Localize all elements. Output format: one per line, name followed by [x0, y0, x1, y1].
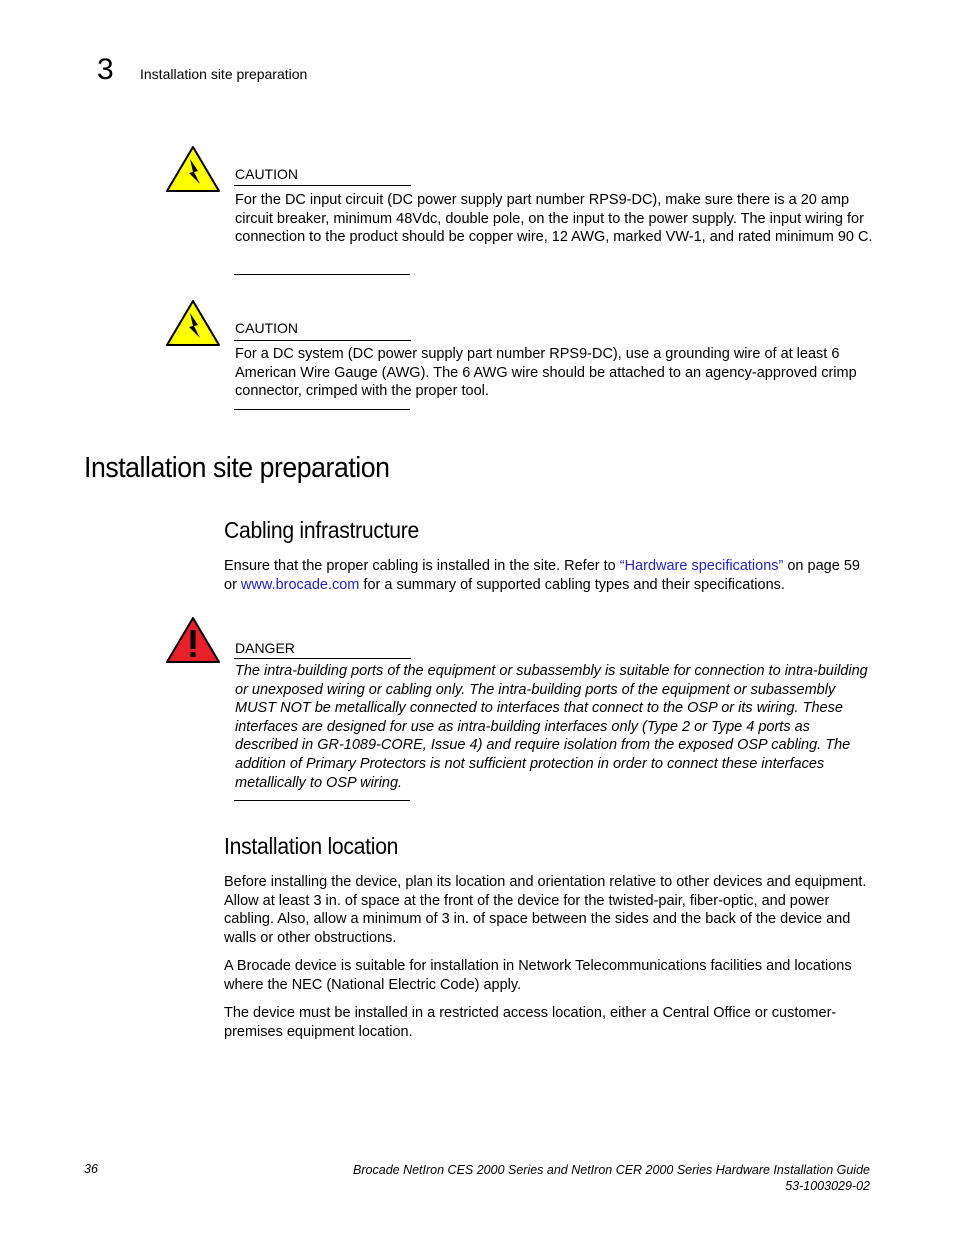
notice-rule-bottom — [234, 274, 410, 275]
notice-text: For the DC input circuit (DC power supply part number RPS9-DC), make sure there is a 20 amp circuit breaker, minimum 48Vdc, double pole, on the input to the power supply. The input wiring for connection to the product should be copper wire, 12 AWG, marked VW-1, and rated minimum 90 C. — [235, 192, 873, 246]
hardware-specifications-link[interactable]: “Hardware specifications” — [619, 558, 784, 574]
footer-document-info — [353, 1162, 870, 1194]
notice-rule-bottom — [234, 800, 410, 801]
location-paragraph-3: The device must be installed in a restricted access location, either a Central Office or customer-premises equipment location. — [224, 1005, 837, 1040]
notice-label: DANGER — [235, 640, 295, 656]
section-title: Installation site preparation — [84, 452, 390, 484]
notice-label: CAUTION — [235, 320, 298, 336]
notice-rule-top — [234, 340, 411, 341]
subsection-title-location: Installation location — [224, 833, 399, 859]
notice-text: For a DC system (DC power supply part number RPS9-DC), use a grounding wire of at least 6 American Wire Gauge (AWG). The 6 AWG wire should be attached to an agency-approved crimp connector, crimped with the proper tool. — [235, 346, 857, 400]
chapter-number: 3 — [97, 53, 114, 86]
location-paragraph-1: Before installing the device, plan its location and orientation relative to other devices and equipment. Allow at least 3 in. of space at the front of the device for the twisted-pair, fiber-optic, and power cabling. Also, allow a minimum of 3 in. of space between the sides and the back of the device and walls or other obstructions. — [224, 874, 867, 946]
notice-rule-top — [234, 658, 411, 659]
subsection-title-cabling: Cabling infrastructure — [224, 517, 420, 543]
notice-label: CAUTION — [235, 166, 298, 182]
notice-rule-bottom — [234, 409, 410, 410]
chapter-title: Installation site preparation — [140, 66, 308, 82]
electrical-hazard-icon — [165, 299, 221, 347]
notice-text: The intra-building ports of the equipment or subassembly is suitable for connection to intra-building or unexposed wiring or cabling only. The intra-building ports of the equipment or subassembly MUST NOT be metallically connected to interfaces that connect to the OSP or its wiring. These interfaces are designed for use as intra-building interfaces only (Type 2 or Type 4 ports as described in GR-1089-CORE, Issue 4) and require isolation from the exposed OSP cabling. The addition of Primary Protectors is not sufficient protection in order to connect these interfaces metallically to OSP wiring. — [235, 663, 868, 791]
electrical-hazard-icon — [165, 145, 221, 193]
cabling-text-mid: on page 59 or — [224, 558, 860, 593]
page-number: 36 — [84, 1162, 98, 1176]
cabling-text-after: for a summary of supported cabling types and their specifications. — [359, 576, 785, 593]
cabling-text-before: Ensure that the proper cabling is installed in the site. Refer to — [224, 558, 620, 574]
document-title: Brocade NetIron CES 2000 Series and NetIron CER 2000 Series Hardware Installation Guide — [353, 1163, 870, 1177]
danger-warning-icon — [165, 616, 221, 664]
location-paragraph-2: A Brocade device is suitable for installation in Network Telecommunications facilities and locations where the NEC (National Electric Code) apply. — [224, 958, 852, 993]
brocade-website-link[interactable]: www.brocade.com — [240, 576, 360, 593]
document-number: 53-1003029-02 — [785, 1179, 870, 1193]
notice-rule-top — [234, 185, 411, 186]
cabling-paragraph — [224, 557, 874, 594]
